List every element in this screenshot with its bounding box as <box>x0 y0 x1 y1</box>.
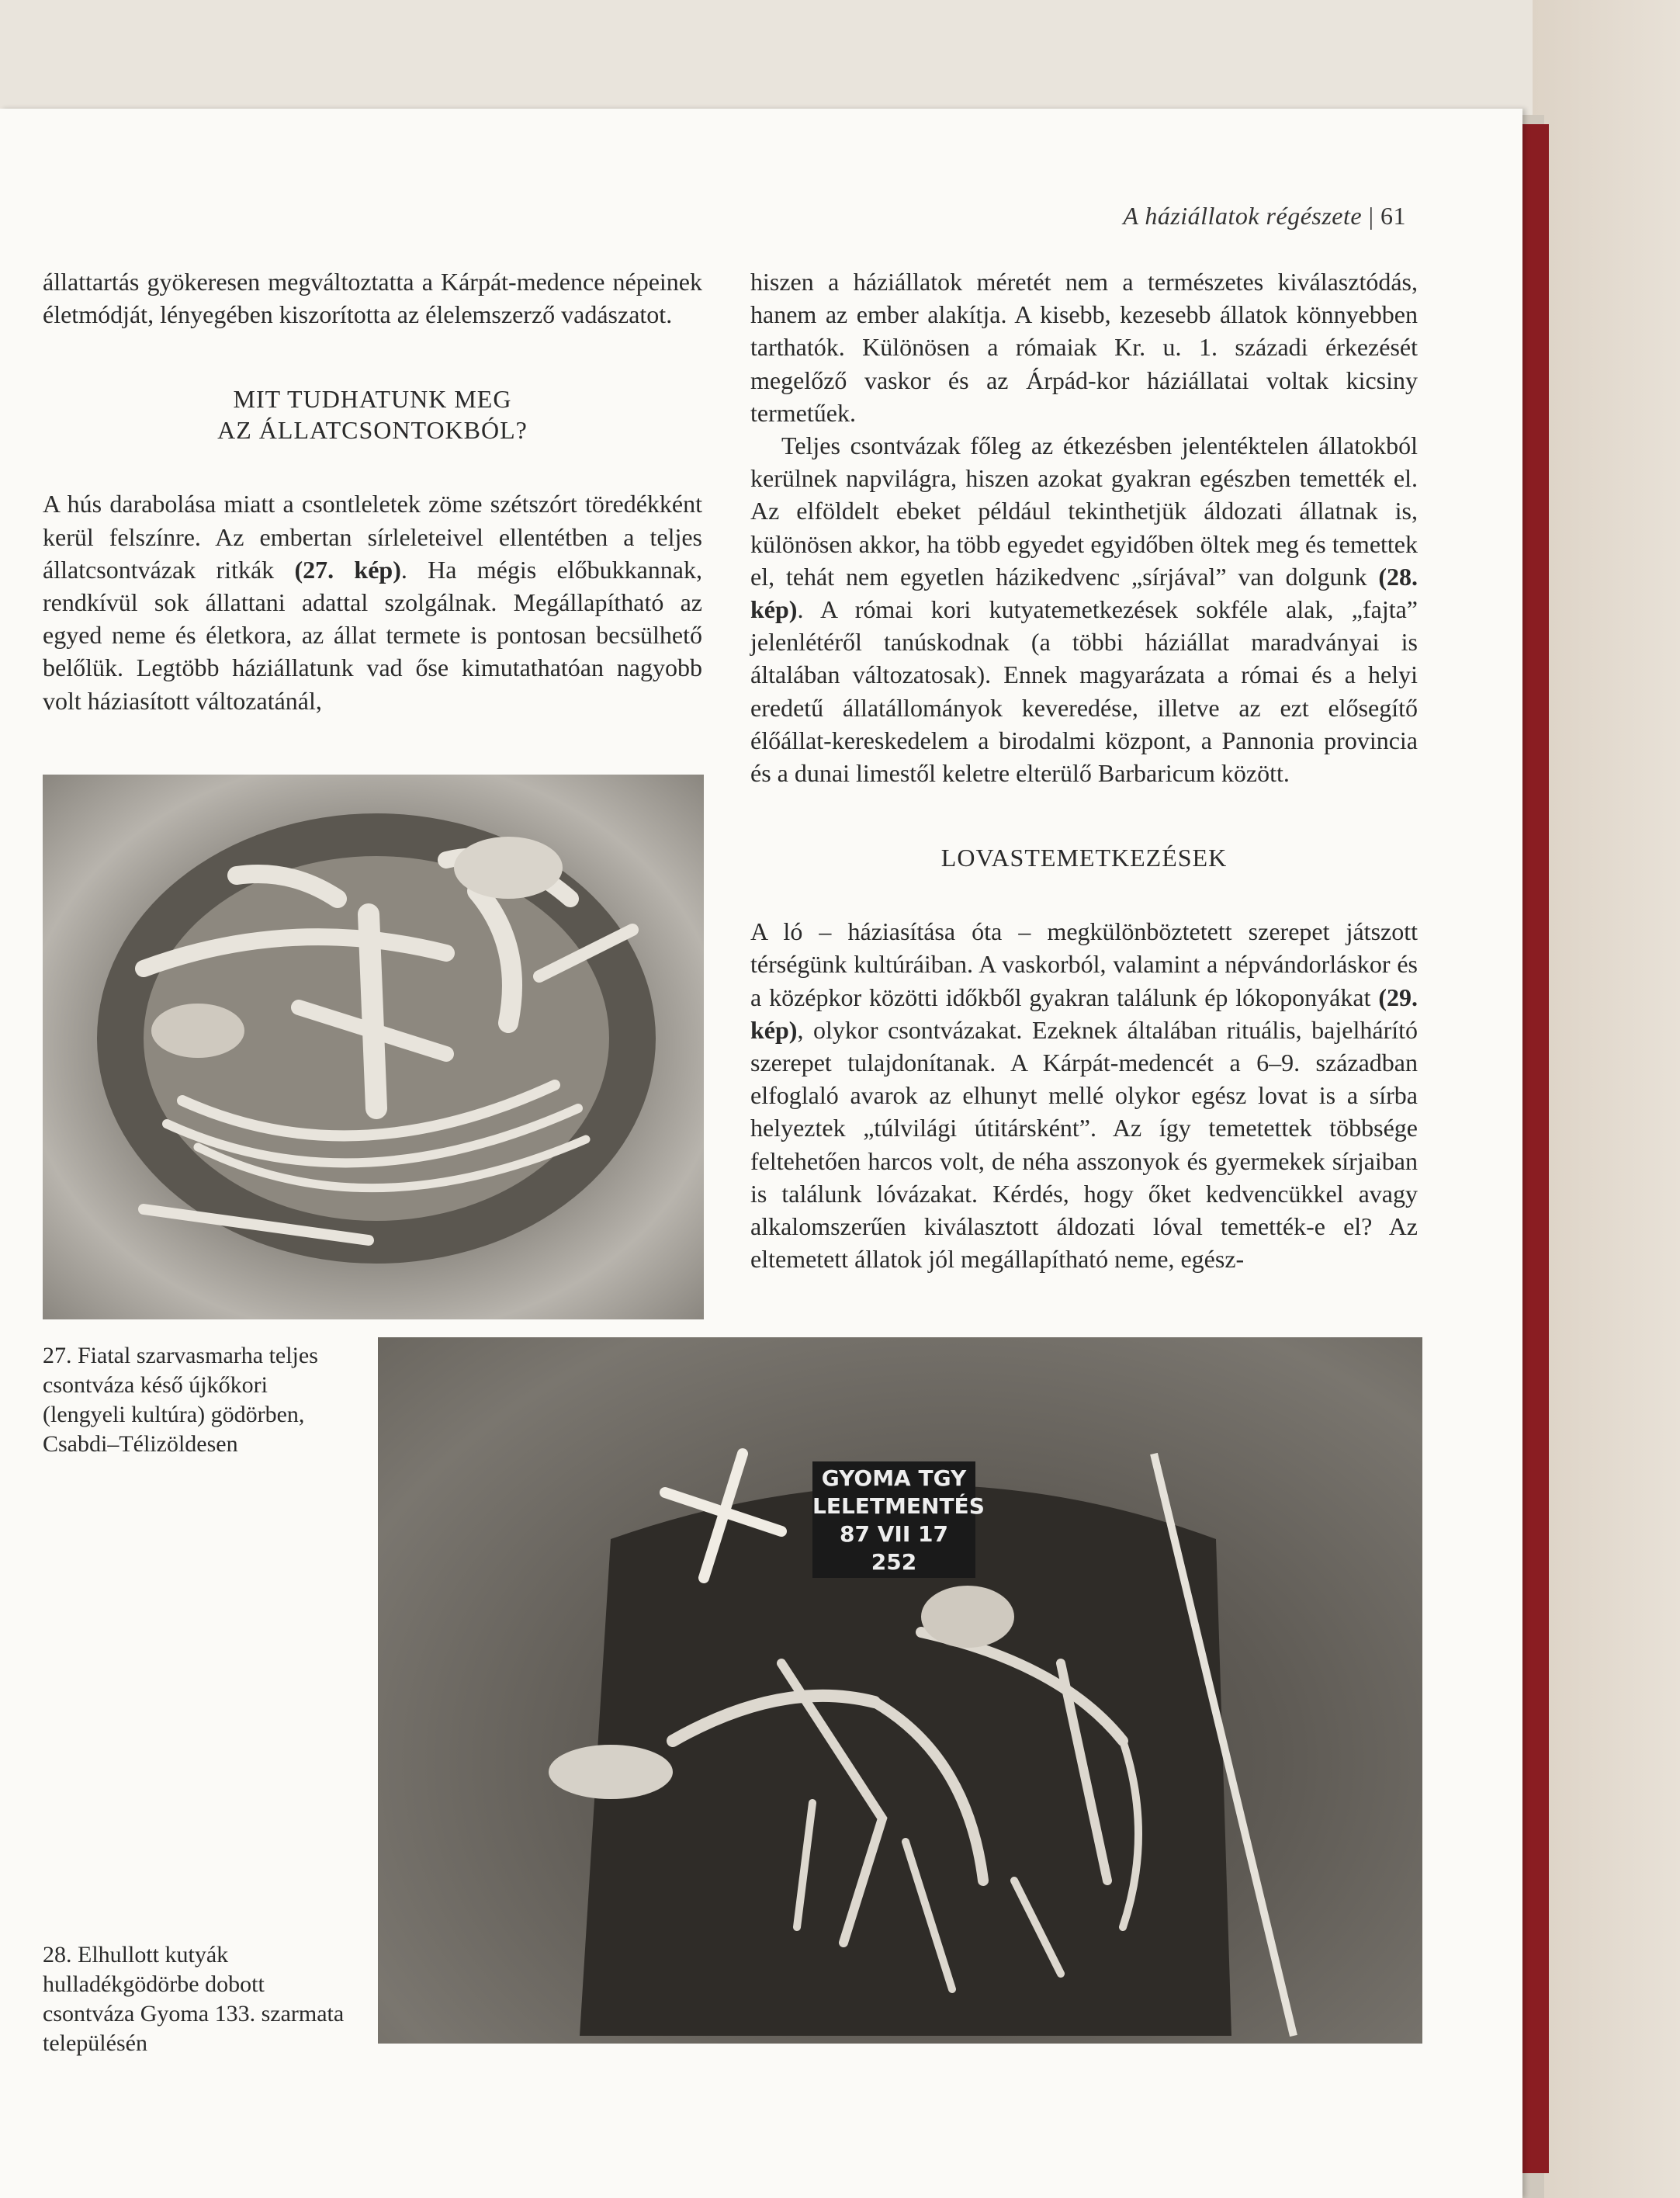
cattle-skeleton-illustration <box>43 775 704 1319</box>
text-run: Teljes csontvázak főleg az étkezésben jelentéktelen állatokból kerülnek napvilágra, hiszen azokat gyakran egészben temették el. Az elföldelt ebeket például tekinthetjük áldozati állatnak is, különösen akkor, ha több egyedet egyidőben öltek meg és temettek el, tehát nem egyetlen házikedvenc „sírjával” van dolgunk <box>750 432 1418 591</box>
running-title: A háziállatok régészete <box>1123 202 1363 230</box>
figure-reference: (29. kép) <box>750 983 1418 1044</box>
running-header <box>1123 202 1406 231</box>
section-heading-bones <box>43 383 702 445</box>
figure-reference: (27. kép) <box>294 555 401 584</box>
heading-line-1: MIT TUDHATUNK MEG <box>233 385 512 414</box>
figure-27-photo <box>43 775 704 1319</box>
text-run: , olykor csontvázakat. Ezeknek általában rituális, bajelhárító szerepet tulajdonítanak. A Kárpát-medencét a 6–9. században elfoglaló avarok az elhunyt mellé olykor egész lovat is a sírba helyeztek „túlvilági útitársként”. Az így temetettek többsége feltehetően harcos volt, de néha asszonyok és gyermekek sírjaiban is találunk lóvázakat. Kérdés, hogy őket kedvencükkel avagy alkalomszerűen kiválasztott áldozati lóval temették-e el? Az eltemetett állatok jól megállapítható neme, egész- <box>750 1015 1418 1274</box>
header-separator: | <box>1368 202 1374 230</box>
text-run: . Ha mégis előbukkannak, rendkívül sok állattani adattal szolgálnak. Megállapítható az egyed neme és életkora, az állat termete is pontosan becsülhető belőlük. Legtöbb háziállatunk vad őse kimutathatóan nagyobb volt háziasított változatánál, <box>43 555 703 715</box>
book-page <box>0 109 1522 2198</box>
section-heading-horses: LOVASTEMETKEZÉSEK <box>940 844 1228 872</box>
left-intro-paragraph: állattartás gyökeresen megváltoztatta a Kárpát-medence népeinek életmódját, lényegében kiszorította az élelemszerző vadászatot. <box>43 268 702 329</box>
sign-line-2: LELETMENTÉS <box>812 1493 985 1519</box>
excavation-label-board <box>812 1461 985 1578</box>
table-surface <box>1533 0 1680 2198</box>
heading-line-2: AZ ÁLLATCSONTOKBÓL? <box>217 416 528 445</box>
sign-line-1: GYOMA TGY <box>821 1465 967 1491</box>
right-paragraph-1 <box>750 429 1418 789</box>
figure-27-caption: 27. Fiatal szarvasmarha teljes csontváza késő újkőkori (lengyeli kultúra) gödörben, Csabdi–Télizöldesen <box>43 1343 318 1457</box>
page-number: 61 <box>1380 202 1406 230</box>
text-run: A ló – háziasítása óta – megkülönböztetett szerepet játszott térségünk kultúráiban. A vaskorból, valamint a népvándorláskor és a középkor közötti időkből gyakran találunk ép lókoponyákat <box>750 917 1418 1011</box>
text-run: A hús darabolása miatt a csontleletek zöme szétszórt töredékként kerül felszínre. Az embertan sírleleteivel ellentétben a teljes állatcsontvázak ritkák <box>43 490 702 584</box>
left-paragraph-1 <box>43 487 702 716</box>
sign-line-4: 252 <box>871 1549 917 1575</box>
sign-line-3: 87 VII 17 <box>840 1521 948 1547</box>
text-run: . A római kori kutyatemetkezések sokféle alak, „fajta” jelenlétéről tanúskodnak (a többi háziállat maradványai is általában változatosak). Ennek magyarázata a római és a helyi eredetű állatállományok keveredése, illetve az ezt elősegítő élőállat-kereskedelem a birodalmi központ, a Pannonia provincia és a dunai limestől keletre elterülő Barbaricum között. <box>750 595 1418 788</box>
left-column <box>43 265 702 717</box>
figure-reference: (28. kép) <box>750 562 1418 624</box>
figure-28-caption: 28. Elhullott kutyák hulladékgödörbe dobott csontváza Gyoma 133. szarmata településén <box>43 1942 345 2056</box>
figure-28-photo <box>378 1337 1422 2044</box>
right-column <box>750 265 1418 1275</box>
dog-skeletons-illustration <box>378 1337 1422 2044</box>
right-paragraph-2 <box>750 915 1418 1275</box>
right-paragraph-0: hiszen a háziállatok méretét nem a természetes kiválasztódás, hanem az ember alakítja. A kisebb, kezesebb állatok könnyebben tarthatók. Különösen a rómaiak Kr. u. 1. századi érkezését megelőző vaskor és az Árpád-kor háziállatai voltak kicsiny termetűek. <box>750 268 1418 427</box>
